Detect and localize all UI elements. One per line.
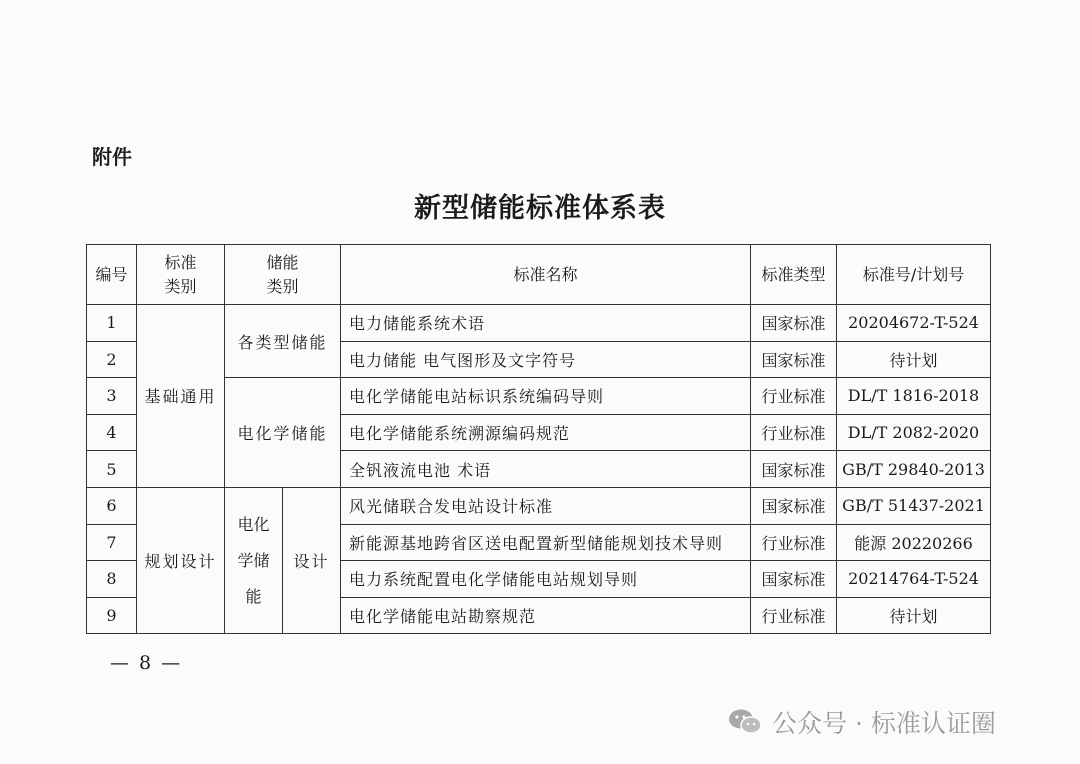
row-type: 行业标准 [751, 378, 837, 415]
table-row [87, 305, 991, 342]
header-no: 编号 [87, 245, 137, 305]
row-code: 待计划 [837, 597, 991, 634]
row-no: 1 [87, 305, 137, 342]
watermark [728, 704, 996, 740]
document-title: 新型储能标准体系表 [414, 193, 666, 224]
storage-electrochem: 电化学储能 [225, 378, 341, 488]
row-no: 2 [87, 341, 137, 378]
row-code: 待计划 [837, 341, 991, 378]
page-number: — 8 — [110, 652, 183, 674]
row-name: 电化学储能系统溯源编码规范 [341, 414, 751, 451]
row-code: 20214764-T-524 [837, 561, 991, 598]
row-code: 20204672-T-524 [837, 305, 991, 342]
row-type: 行业标准 [751, 524, 837, 561]
header-type: 标准类型 [751, 245, 837, 305]
header-category-line2: 类别 [164, 276, 197, 296]
row-type: 国家标准 [751, 451, 837, 488]
header-code: 标准号/计划号 [837, 245, 991, 305]
wechat-icon [728, 708, 762, 736]
storage-electrochem-vertical [225, 487, 283, 633]
row-code: DL/T 2082-2020 [837, 414, 991, 451]
row-code: 能源 20220266 [837, 524, 991, 561]
row-name: 电力系统配置电化学储能电站规划导则 [341, 561, 751, 598]
header-storage-category [225, 245, 341, 305]
header-storage-line1: 储能 [266, 252, 299, 272]
subcategory-design: 设计 [283, 487, 341, 633]
storage-electrochem-line3: 能 [245, 586, 262, 606]
watermark-text: 公众号 · 标准认证圈 [772, 709, 996, 738]
category-basic: 基础通用 [137, 305, 225, 488]
row-name: 电化学储能电站标识系统编码导则 [341, 378, 751, 415]
row-type: 行业标准 [751, 597, 837, 634]
row-code: GB/T 51437-2021 [837, 487, 991, 524]
row-type: 行业标准 [751, 414, 837, 451]
row-no: 9 [87, 597, 137, 634]
standards-table [86, 244, 991, 634]
row-no: 7 [87, 524, 137, 561]
header-storage-line2: 类别 [266, 276, 299, 296]
row-no: 8 [87, 561, 137, 598]
row-name: 电化学储能电站勘察规范 [341, 597, 751, 634]
row-type: 国家标准 [751, 305, 837, 342]
row-name: 全钒液流电池 术语 [341, 451, 751, 488]
header-category [137, 245, 225, 305]
attachment-label: 附件 [92, 145, 132, 169]
row-code: DL/T 1816-2018 [837, 378, 991, 415]
header-name: 标准名称 [341, 245, 751, 305]
row-no: 5 [87, 451, 137, 488]
row-type: 国家标准 [751, 561, 837, 598]
row-name: 电力储能系统术语 [341, 305, 751, 342]
storage-electrochem-line1: 电化 [237, 514, 270, 534]
row-name: 电力储能 电气图形及文字符号 [341, 341, 751, 378]
table-row [87, 487, 991, 524]
storage-electrochem-line2: 学储 [237, 550, 270, 570]
header-category-line1: 标准 [164, 252, 197, 272]
row-no: 6 [87, 487, 137, 524]
row-no: 3 [87, 378, 137, 415]
row-name: 新能源基地跨省区送电配置新型储能规划技术导则 [341, 524, 751, 561]
row-no: 4 [87, 414, 137, 451]
category-planning: 规划设计 [137, 487, 225, 633]
row-code: GB/T 29840-2013 [837, 451, 991, 488]
row-type: 国家标准 [751, 341, 837, 378]
storage-all-types: 各类型储能 [225, 305, 341, 378]
table-header-row [87, 245, 991, 305]
row-name: 风光储联合发电站设计标准 [341, 487, 751, 524]
row-type: 国家标准 [751, 487, 837, 524]
